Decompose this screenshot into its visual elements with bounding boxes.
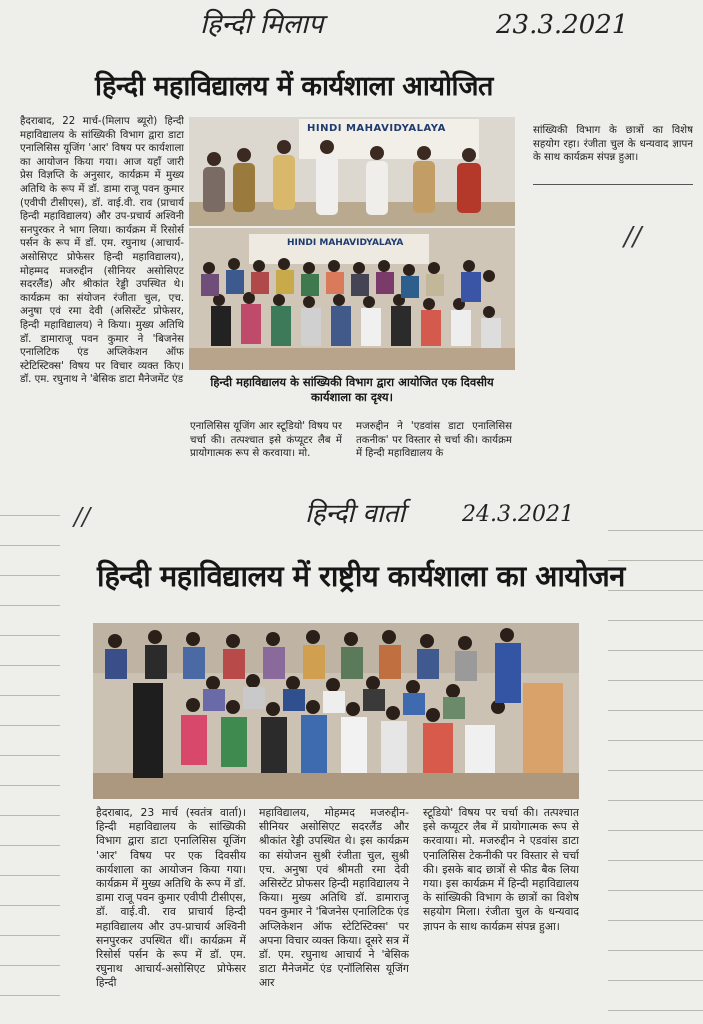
slash-mark-1: // <box>624 222 642 252</box>
photo-1-dignitaries <box>189 117 515 226</box>
photo-caption-1: हिन्दी महाविद्यालय के सांख्यिकी विभाग द्वारा आयोजित एक दिवसीय कार्यशाला का दृश्य। <box>210 375 494 404</box>
headline-1: हिन्दी महाविद्यालय में कार्यशाला आयोजित <box>95 71 493 102</box>
handwritten-source-1: हिन्दी मिलाप <box>200 9 324 40</box>
article-1-bottom-right: मजरुद्दीन ने 'एडवांस डाटा एनालिसिस तकनीक' पर विस्तार से चर्चा की। कार्यक्रम में हिन्दी महाविद्यालय के <box>356 421 512 460</box>
article-2-column-1: हैदराबाद, 23 मार्च (स्वतंत्र वार्ता)। हिन्दी महाविद्यालय के सांख्यिकी विभाग द्वारा डाटा एनालिसिस यूजिंग 'आर' विषय पर एक दिवसीय कार्यशाला का आयोजन किया गया। कार्यक्रम में मुख्य अतिथि के रूप में डॉ. डामा राजू पवन कुमार एवीपी टीसीएस, डॉ. वाई.वी. राव प्राचार्य हिन्दी महाविद्यालय और उप-प्राचार्य अश्विनी सनपुरकर उपस्थित थीं। कार्यक्रम में रिसोर्स पर्सन के रूप में डॉ. एम. रघुनाथ आचार्य-असोसिएट प्रोफेसर हिन्दी <box>96 806 246 990</box>
article-2-column-3: स्टूडियो' विषय पर चर्चा की। तत्पश्चात इसे कप्यूटर लैब में प्रायोगात्मक रूप से करवाया। मो. मजरुद्दीन ने एडवांस डाटा एनालिसिस टेकनीकी पर विस्तार से चर्चा की। इसके बाद छात्रों से फीड बैक लिया गया। इस कार्यक्रम में हिन्दी महाविद्यालय के सांख्यिकी विभाग के छात्रों का विशेष सहयोग मिला। रंजीता चुल के धन्यवाद ज्ञापन के साथ कार्यक्रम संपन्न हुआ। <box>423 806 579 933</box>
article-1-left-column: हैदराबाद, 22 मार्च-(मिलाप ब्यूरो) हिन्दी महाविद्यालय के सांख्यिकी विभाग द्वारा डाटा एनालिसिस यूजिंग 'आर' विषय पर कार्यशाला का आयोजन किया गया। आज यहाँ जारी प्रेस विज्ञप्ति के अनुसार, कार्यक्रम में मुख्य अतिथि के रूप में डॉ. डामा राजू पवन कुमार (एवीपी टीसीएस), डॉ. वाई.वी. राव (प्राचार्य हिन्दी महाविद्यालय) और उप-प्रचार्य अश्विनी सनपुरकर ने भाग लिया। कार्यक्रम में रिसोर्स पर्सन के रूप में डॉ. एम. रघुनाथ (आचार्य-असोसिएट प्रोफेसर हिन्दी महाविद्यालय), मोहम्मद मजरुद्दीन (सीनियर असोसिएट सदरलैंड) और श्रीकांत रेड्डी उपस्थित थे। कार्यक्रम का संयोजन रंजीता चुल, एच. अनुषा एवं रमा देवी (असिस्टेंट प्रोफेसर, हिन्दी महाविद्यालय) ने किया। मुख्य अतिथि डॉ. डामाराजू पवन कुमार ने 'बिजनेस एनालिटिक एंड अप्लिकेशन ऑफ स्टेटिस्टिक्स' विषय पर विचार व्यक्त किए। डॉ. एम. रघुनाथ ने 'बेसिक डाटा मैनेजमेंट एंड <box>20 116 184 386</box>
handwritten-source-2: हिन्दी वार्ता <box>305 499 406 529</box>
divider-1 <box>533 184 693 185</box>
article-1-bottom-mid: एनालिसिस यूजिंग आर स्टूडियो' विषय पर चर्चा की। तत्पश्चात इसे कंप्यूटर लैब में प्रायोगात्मक रूप से करवाया। मो. <box>190 421 342 460</box>
article-1-right-column: सांख्यिकी विभाग के छात्रों का विशेष सहयोग रहा। रंजीता चुल के धन्यवाद ज्ञापन के साथ कार्यक्रम संपन्न हुआ। <box>533 125 693 164</box>
article-2-column-2: महाविद्यालय, मोहम्मद मजरुद्दीन-सीनियर असोसिएट सदरलैंड और श्रीकांत रेड्डी उपस्थित थे। इस कार्यक्रम का संयोजन सुश्री रंजीता चुल, सुश्री एच. अनुषा एवं श्रीमती रमा देवी असिस्टेंट प्रोफसर हिन्दी महाविद्यालय ने किया। मुख्य अतिथि डॉ. डामाराजू पवन कुमार ने 'बिजनेस एनालिटिक एंड अप्लिकेशन ऑफ स्टेटिस्टिक्स' पर अपना विचार व्यक्त किया। दूसरे सत्र में डॉ. एम. रघुनाथ आचार्य ने 'बेसिक डाटा मैनेजमेंट एंड एनॉलिसिस यूजिंग आर <box>259 806 409 990</box>
photo-1-banner: HINDI MAHAVIDYALAYA <box>307 123 446 134</box>
photo-3-group <box>93 623 579 799</box>
handwritten-date-1: 23.3.2021 <box>496 10 629 40</box>
photo-2-banner: HINDI MAHAVIDYALAYA <box>287 238 404 248</box>
photo-2-group <box>189 228 515 370</box>
headline-2: हिन्दी महाविद्यालय में राष्ट्रीय कार्यशाला का आयोजन <box>97 559 625 593</box>
handwritten-date-2: 24.3.2021 <box>462 502 574 527</box>
slash-mark-2: // <box>74 503 91 531</box>
